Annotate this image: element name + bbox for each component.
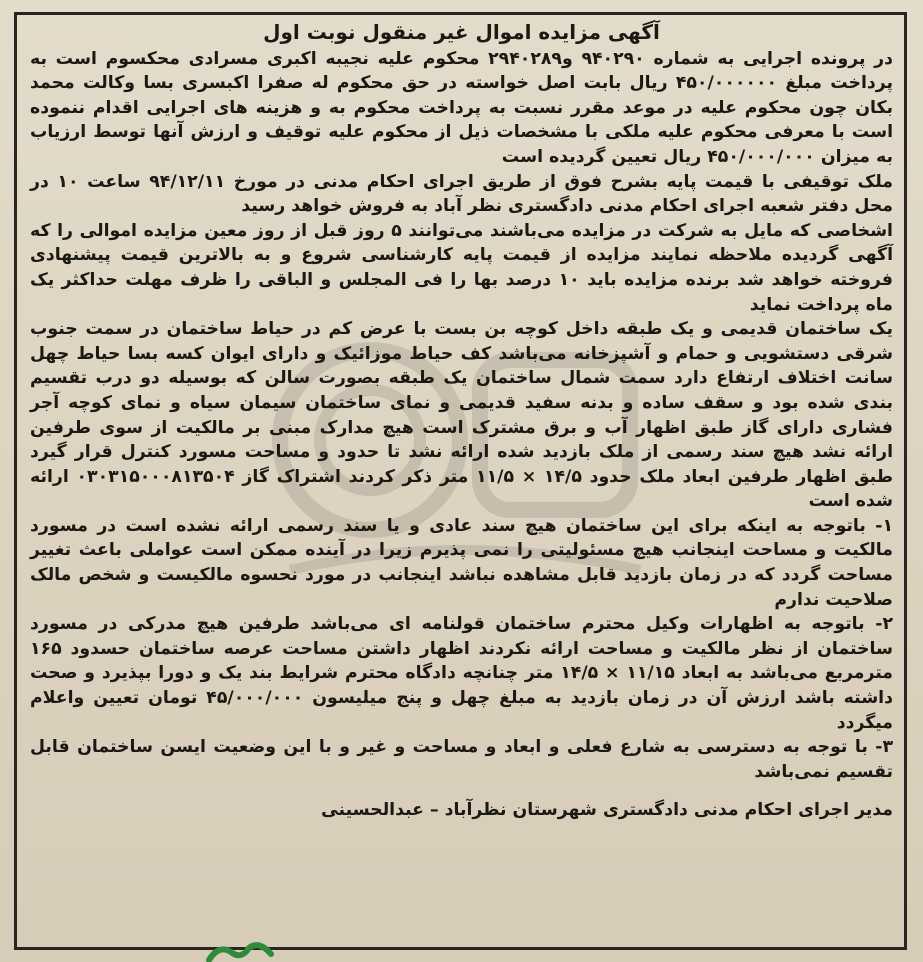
corner-stamp-icon <box>205 942 275 962</box>
notice-paragraph-case: در پرونده اجرایی به شماره ۹۴۰۲۹۰ و۲۹۴۰۲۸۹ محکوم علیه نجیبه اکبری مسرادی محکسوم است به پرداخت مبلغ ۴۵۰/۰۰۰۰۰۰ ریال بابت اصل خواسته در حق محکوم له صفرا اکبسری بسا وکالت محمد بکان چون محکوم علیه در موعد مقرر نسبت به پرداخت محکوم به و هزینه های اجرایی اقدام ننموده است با معرفی محکوم علیه ملکی با مشخصات ذیل از محکوم علیه توقیف و ارزش آنها توسط ارزیاب به میزان ۴۵۰/۰۰۰/۰۰۰ ریال تعیین گردیده است <box>30 48 894 167</box>
notice-paragraph-note-3: ۳- با توجه به دسترسی به شارع فعلی و ابعاد و مساحت و غیر و با این وضعیت ایسن ساختمان قابل تقسیم نمی‌باشد <box>30 737 893 782</box>
notice-title: آگهی مزایده اموال غیر منقول نوبت اول <box>263 20 660 44</box>
notice-paragraph-note-2: ۲- باتوجه به اظهارات وکیل محترم ساختمان قولنامه ای می‌باشد طرفین هیچ مدرکی در مسورد ساختمان از نظر مالکیت و مساحت ارائه نکردند اظهار داشتن مساحت عرصه ساختمان حسدود ۱۶۵ مترمربع می‌باشد به ابعاد ۱۱/۱۵ × ۱۴/۵ متر چنانچه دادگاه محترم شرایط بند یک و دورا بپذیرد و صحت داشته باشد ارزش آن در زمان بازدید به مبلغ چهل و پنج میلیسون ۴۵/۰۰۰/۰۰۰ تومان تعیین واعلام میگردد <box>30 614 893 733</box>
notice-content <box>30 20 893 823</box>
notice-paragraph-property-description: یک ساختمان قدیمی و یک طبقه داخل کوچه بن بست با عرض کم در حیاط ساختمان در سمت جنوب شرقی دستشویی و حمام و آشپزخانه می‌باشد کف حیاط موزائیک و دارای ایوان کسه بسا حیاط چهل سانت اختلاف ارتفاع دارد سمت شمال ساختمان یک طبقه بصورت سالن که بوسیله دو درب تقسیم بندی شده بود و سقف ساده و بدنه سفید قدیمی و نمای ساختمان سیمان سیاه و نمای کوچه آجر فشاری دارای گاز طبق اظهار آب و برق مشترک است هیچ مدارک مبنی بر مالکیت از سوی طرفین ارائه نشد هیچ سند رسمی از ملک بازدید شده ارائه نشد تا حدود و مساحت مسورد کنترل قرار گیرد طبق اظهار طرفین ابعاد ملک حدود ۱۴/۵ × ۱۱/۵ متر ذکر کردند اشتراک گاز ۰۳۰۳۱۵۰۰۰۸۱۳۵۰۴ ارائه شده است <box>30 319 894 512</box>
notice-paragraph-auction-date: ملک توقیفی با قیمت پایه بشرح فوق از طریق اجرای احکام مدنی در مورخ ۹۴/۱۲/۱۱ ساعت ۱۰ در محل دفتر شعبه اجرای احکام مدنی دادگستری نظر آباد به فروش خواهد رسید <box>30 171 893 217</box>
notice-signature: مدیر اجرای احکام مدنی دادگستری شهرستان نظرآباد – عبدالحسینی <box>321 800 893 821</box>
notice-paragraph-note-1: ۱- باتوجه به اینکه برای این ساختمان هیچ سند عادی و یا سند رسمی ارائه نشده است در مسورد مالکیت و مساحت اینجانب هیچ مسئولیتی را نمی پذیرم زیرا در آینده ممکن است عواملی باعث تغییر مساحت گردد که در زمان بازدید قابل مشاهده نباشد اینجانب در مورد نحسوه مالکیست و شخص مالک صلاحیت ندارم <box>30 515 893 610</box>
notice-paragraph-conditions: اشخاصی که مایل به شرکت در مزایده می‌باشند می‌توانند ۵ روز قبل از روز معین مزایده اموالی را که آگهی گردیده ملاحظه نمایند مزایده از قیمت پایه کارشناسی شروع و به بالاترین قیمت پیشنهادی فروخته خواهد شد برنده مزایده باید ۱۰ درصد بها را فی المجلس و الباقی را ظرف مهلت حداکثر یک ماه پرداخت نماید <box>30 220 893 315</box>
